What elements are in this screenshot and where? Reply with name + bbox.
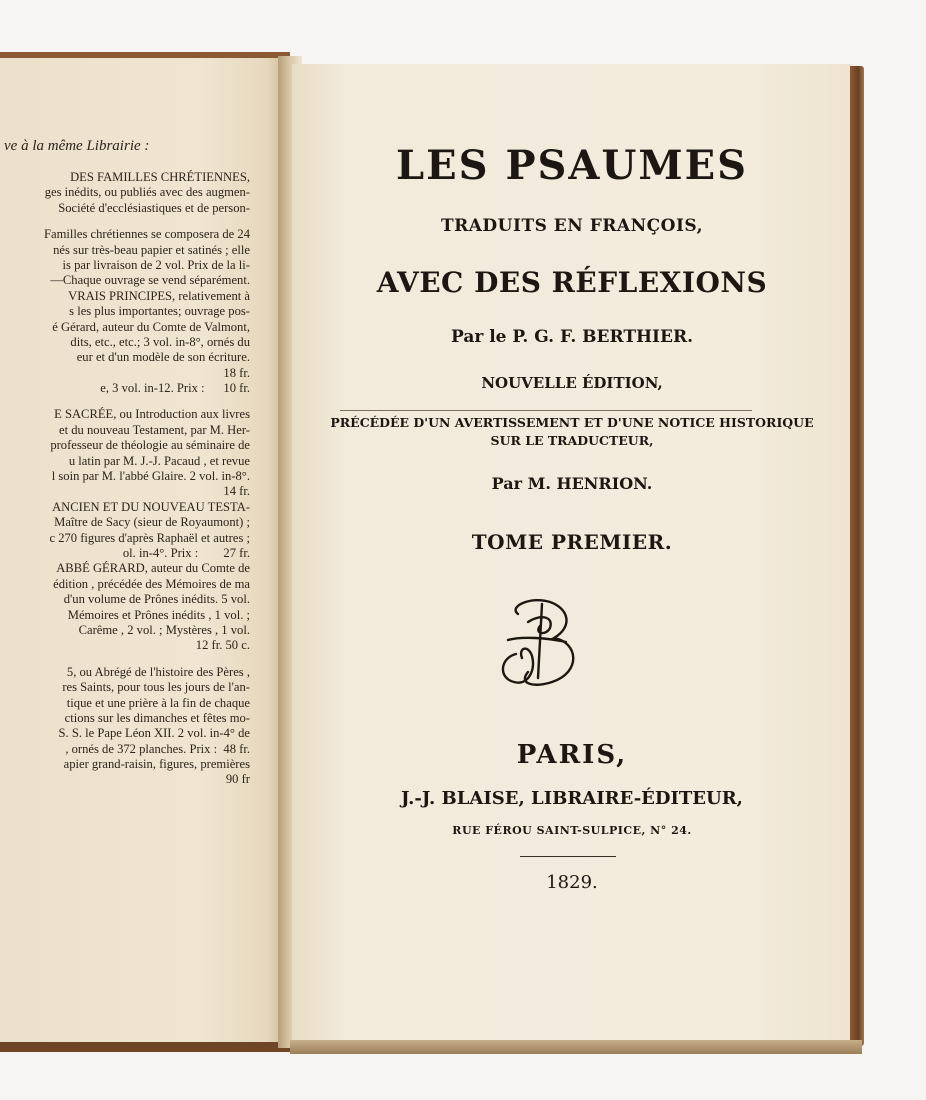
left-page-line: Carême , 2 vol. ; Mystères , 1 vol. <box>78 622 250 637</box>
imprint-address: RUE FÉROU SAINT-SULPICE, N° 24. <box>452 824 692 837</box>
left-page-line: é Gérard, auteur du Comte de Valmont, <box>52 319 250 334</box>
book-volume: TOME PREMIER. <box>471 530 673 554</box>
left-page-line: d'un volume de Prônes inédits. 5 vol. <box>63 592 250 607</box>
title-page <box>292 64 852 1046</box>
left-page-line: res Saints, pour tous les jours de l'an- <box>62 680 250 695</box>
book-preface-note <box>292 414 852 450</box>
left-page-line: E SACRÉE, ou Introduction aux livres <box>54 407 250 422</box>
left-page-line: apier grand-raisin, figures, premières <box>63 757 250 772</box>
book-subtitle-2: AVEC DES RÉFLEXIONS <box>376 266 768 299</box>
preface-line-2: SUR LE TRADUCTEUR, <box>490 433 654 448</box>
left-page-line: DES FAMILLES CHRÉTIENNES, <box>70 170 250 184</box>
left-page-line: l soin par M. l'abbé Glaire. 2 vol. in-8°. <box>51 469 250 484</box>
cover-board-edge <box>850 66 864 1046</box>
publisher-monogram-icon <box>488 592 592 696</box>
imprint-year: 1829. <box>546 872 598 893</box>
left-page-line: u latin par M. J.-J. Pacaud , et revue <box>68 453 250 468</box>
left-page-line: VRAIS PRINCIPES, relativement à <box>68 288 250 303</box>
left-page-heading: ve à la même Librairie : <box>4 138 150 154</box>
left-page-line: tique et une prière à la fin de chaque <box>66 695 250 710</box>
left-page-line: c 270 figures d'après Raphaël et autres ; <box>49 530 250 545</box>
imprint-city: PARIS, <box>516 740 628 770</box>
imprint-rule <box>520 856 616 857</box>
book-title: LES PSAUMES <box>396 142 748 189</box>
title-rule <box>340 410 752 411</box>
left-page-line: 90 fr <box>225 772 250 787</box>
page-block-edge <box>290 1040 862 1054</box>
left-page-line: nés sur très-beau papier et satinés ; elle <box>53 242 250 257</box>
imprint-publisher: J.-J. BLAISE, LIBRAIRE-ÉDITEUR, <box>401 788 743 809</box>
book-subtitle-1: TRADUITS EN FRANÇOIS, <box>440 216 704 236</box>
left-page-line <box>0 396 250 407</box>
left-page-line: 5, ou Abrégé de l'histoire des Pères , <box>66 664 250 679</box>
left-page-line: s les plus importantes; ouvrage pos- <box>69 304 250 319</box>
left-page-text <box>0 170 250 788</box>
left-page-line: ANCIEN ET DU NOUVEAU TESTA- <box>52 499 250 514</box>
left-page <box>0 52 290 1052</box>
left-page-line <box>0 654 250 665</box>
left-page-line: dits, etc., etc.; 3 vol. in-8°, ornés du <box>70 334 250 349</box>
left-page-line: is par livraison de 2 vol. Prix de la li- <box>62 257 250 272</box>
left-page-line: ctions sur les dimanches et fêtes mo- <box>64 710 250 725</box>
left-page-line: et du nouveau Testament, par M. Her- <box>59 422 250 437</box>
left-page-line: 12 fr. 50 c. <box>195 638 250 653</box>
left-page-line: Mémoires et Prônes inédits , 1 vol. ; <box>67 607 250 622</box>
book-edition: NOUVELLE ÉDITION, <box>481 374 663 392</box>
left-page-line: 14 fr. <box>223 484 250 499</box>
book-editor: Par M. HENRION. <box>491 474 653 493</box>
left-page-line: eur et d'un modèle de son écriture. <box>76 350 250 365</box>
left-page-line: Maître de Sacy (sieur de Royaumont) ; <box>54 515 250 530</box>
left-page-line: ol. in-4°. Prix : 27 fr. <box>122 545 250 560</box>
left-page-line: édition , précédée des Mémoires de ma <box>53 576 250 591</box>
left-page-line: Familles chrétiennes se composera de 24 <box>44 227 250 242</box>
left-page-line: S. S. le Pape Léon XII. 2 vol. in-4° de <box>58 726 250 741</box>
preface-line-1: PRÉCÉDÉE D'UN AVERTISSEMENT ET D'UNE NOTICE HISTORIQUE <box>330 415 814 430</box>
left-page-line <box>0 216 250 227</box>
left-page-line: ges inédits, ou publiés avec des augmen- <box>44 185 250 200</box>
left-page-line: e, 3 vol. in-12. Prix : 10 fr. <box>100 381 250 396</box>
book-author: Par le P. G. F. BERTHIER. <box>451 327 693 347</box>
left-page-line: 18 fr. <box>223 365 250 380</box>
left-page-line: professeur de théologie au séminaire de <box>50 438 250 453</box>
left-page-line: Société d'ecclésiastiques et de person- <box>58 200 250 215</box>
left-page-line: , ornés de 372 planches. Prix : 48 fr. <box>65 741 250 756</box>
left-page-line: —Chaque ouvrage se vend séparément. <box>50 273 250 288</box>
left-page-line: ABBÉ GÉRARD, auteur du Comte de <box>56 561 250 576</box>
